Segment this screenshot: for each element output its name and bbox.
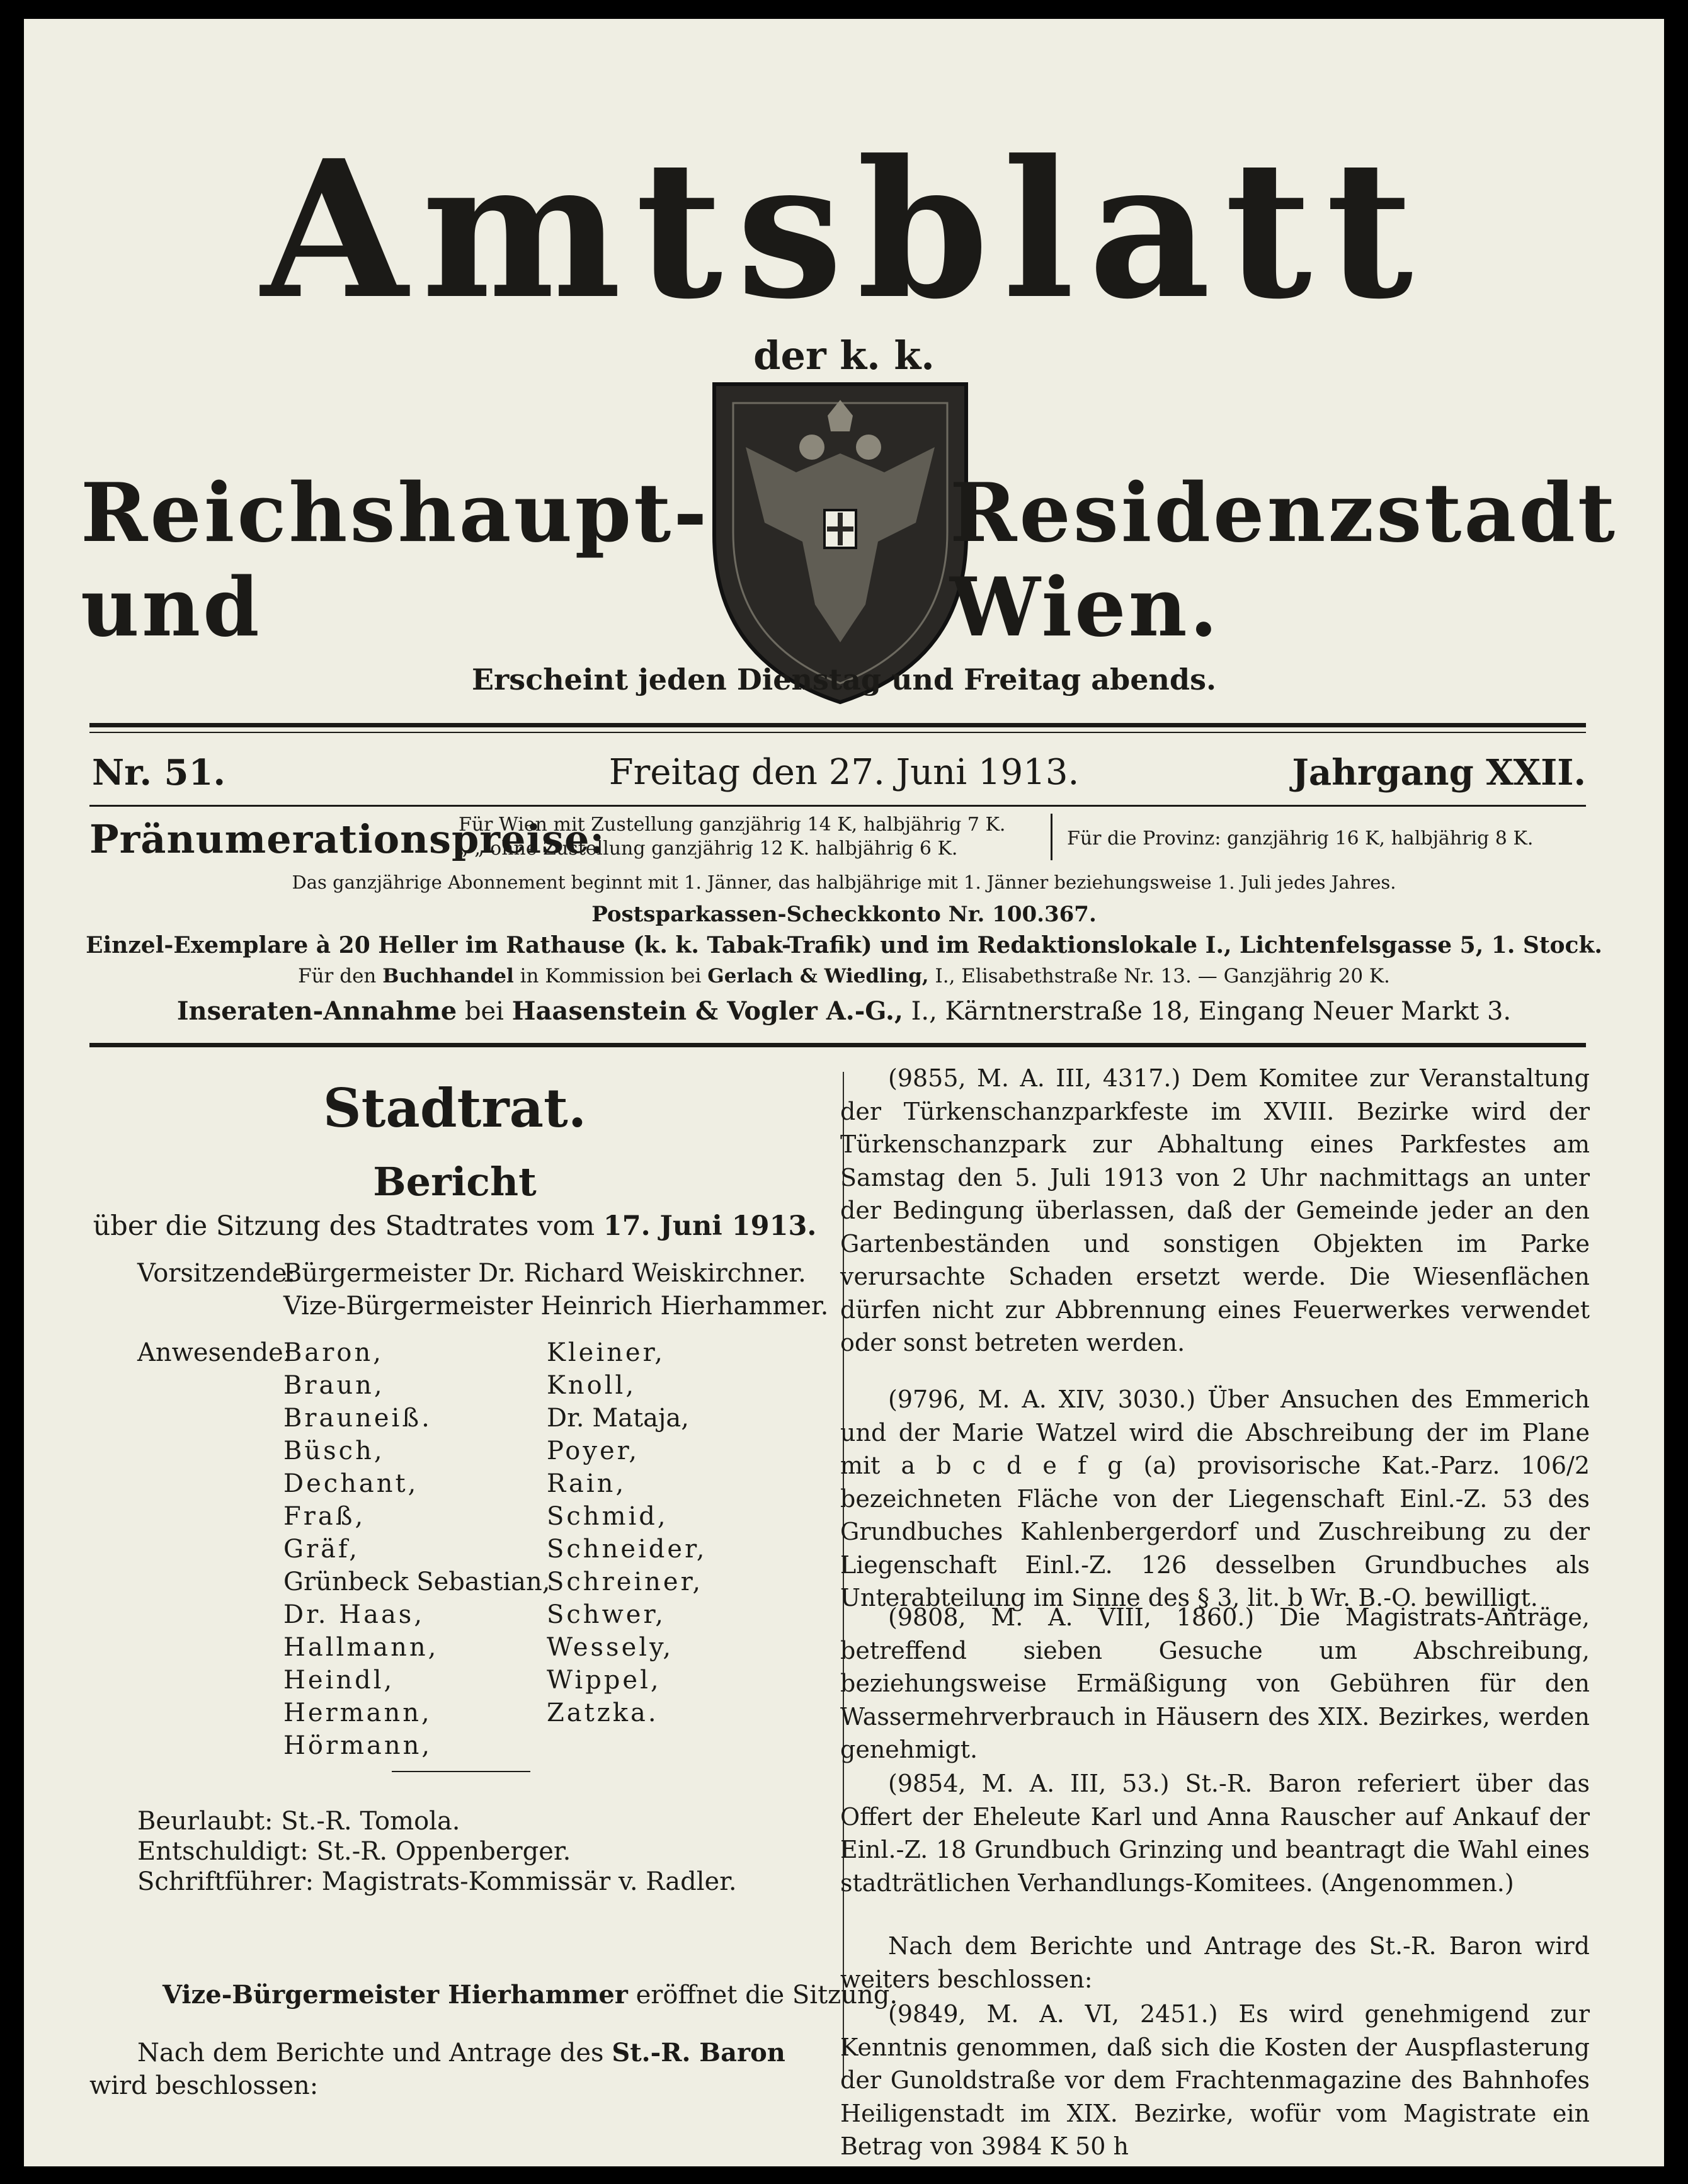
resolution-intro-left xyxy=(89,2037,839,2102)
attendee-name: Hermann, xyxy=(283,1698,432,1727)
masthead-rule-thick xyxy=(89,723,1586,727)
chair-label: Vorsitzende: xyxy=(137,1259,296,1288)
resolution-9808-text: (9808, M. A. VIII, 1860.) Die Magistrats-Anträge, betreffend sieben Gesuche um Abschreibung, beziehungsweise Ermäßigung von Gebühren für den Wassermehrverbrauch in Häusern des XIX. Bezirkes, werden genehmigt. xyxy=(840,1603,1590,1763)
attendees-column-b xyxy=(547,1336,707,1729)
buchhandel-text-b: Buchhandel xyxy=(382,965,514,987)
subscription-buchhandel xyxy=(24,965,1664,987)
subscription-scheckkonto: Postsparkassen-Scheckkonto Nr. 100.367. xyxy=(591,902,1097,927)
attendee-name: Heindl, xyxy=(283,1666,395,1695)
subscription-provinz: Für die Provinz: ganzjährig 16 K, halbjährig 8 K. xyxy=(1067,828,1534,850)
publication-schedule: Erscheint jeden Dienstag und Freitag abends. xyxy=(472,663,1216,697)
report-date: 17. Juni 1913. xyxy=(603,1210,817,1242)
attendee-name: Dechant, xyxy=(283,1469,419,1498)
masthead-der-kk: der k. k. xyxy=(753,333,935,378)
resolution-intro-right xyxy=(840,1930,1590,1996)
inserate-text-a: Inseraten-Annahme xyxy=(176,996,457,1026)
resolution-9849-text: (9849, M. A. VI, 2451.) Es wird genehmigend zur Kenntnis genommen, daß sich die Kosten der Auspflasterung der Gunoldstraße vor dem Frachtenmagazine des Bahnhofes Heiligenstadt im XIX. Bezirke, wofür vom Magistrate ein Betrag von 3984 K 50 h xyxy=(840,2000,1590,2160)
newspaper-page xyxy=(24,19,1664,2166)
masthead-city-right: Residenzstadt Wien. xyxy=(950,466,1617,655)
secretary-line: Schriftführer: Magistrats-Kommissär v. Radler. xyxy=(137,1867,737,1896)
attendee-name: Knoll, xyxy=(547,1371,637,1400)
subscription-einzel: Einzel-Exemplare à 20 Heller im Rathause (k. k. Tabak-Trafik) und im Redaktionslokale I., Lichtenfelsgasse 5, 1. Stock. xyxy=(86,932,1602,958)
opening-line-name: Vize-Bürgermeister Hierhammer xyxy=(163,1980,628,2010)
resolution-intro-text-a: Nach dem Berichte und Antrage des xyxy=(137,2039,604,2067)
resolution-9854 xyxy=(840,1767,1590,1899)
attendee-name: Grünbeck Sebastian, xyxy=(283,1567,550,1596)
opening-line-text: eröffnet die Sitzung. xyxy=(636,1981,898,2010)
resolution-9855 xyxy=(840,1062,1590,1360)
issue-number: Nr. 51. xyxy=(92,752,225,793)
attendees-column-a xyxy=(283,1336,550,1762)
attendee-name: Gräf, xyxy=(283,1535,360,1564)
masthead-city-left: Reichshaupt- und xyxy=(81,466,710,655)
attendee-name: Baron, xyxy=(283,1338,384,1367)
attendee-name: Schreiner, xyxy=(547,1567,704,1596)
inserate-text-d: I., Kärntnerstraße 18, Eingang Neuer Markt 3. xyxy=(911,997,1512,1026)
issue-line-rule xyxy=(89,805,1586,807)
subscription-abonnement: Das ganzjährige Abonnement beginnt mit 1. Jänner, das halbjährige mit 1. Jänner beziehungsweise 1. Juli jedes Jahres. xyxy=(292,872,1396,893)
resolution-intro-text-c: wird beschlossen: xyxy=(89,2071,319,2100)
subscription-wien-line1: Für Wien mit Zustellung ganzjährig 14 K, halbjährig 7 K. xyxy=(459,814,1006,836)
double-headed-eagle-coat-of-arms-icon xyxy=(708,378,972,705)
masthead-title: Amtsblatt xyxy=(261,118,1427,341)
subscription-inserate xyxy=(24,996,1664,1026)
attendees-label: Anwesende: xyxy=(137,1338,292,1367)
attendee-name: Hallmann, xyxy=(283,1633,439,1662)
resolution-9849 xyxy=(840,1998,1590,2163)
attendee-name: Braun, xyxy=(283,1371,385,1400)
issue-jahrgang: Jahrgang XXII. xyxy=(1292,752,1586,793)
resolution-9796 xyxy=(840,1383,1590,1615)
attendee-name: Brauneiß. xyxy=(283,1404,432,1433)
attendee-name: Schwer, xyxy=(547,1600,666,1629)
attendee-name: Rain, xyxy=(547,1469,627,1498)
resolution-intro-right-text: Nach dem Berichte und Antrage des St.-R. Baron wird weiters beschlossen: xyxy=(840,1932,1590,1993)
subscription-label: Pränumerationspreise: xyxy=(89,816,605,862)
short-divider xyxy=(392,1771,530,1772)
buchhandel-text-c: in Kommission bei xyxy=(520,965,702,987)
resolution-9796-text: (9796, M. A. XIV, 3030.) Über Ansuchen des Emmerich und der Marie Watzel wird die Abschreibung der im Plane mit a b c d e f g (a) provisorische Kat.-Parz. 106/2 bezeichneten Fläche von der Liegenschaft Einl.-Z. 53 des Grundbuches Kahlenbergerdorf und Zuschreibung zu der Liegenschaft Einl.-Z. 126 desselben Grundbuches als Unterabteilung im Sinne des § 3, lit. b Wr. B.-O. bewilligt. xyxy=(840,1385,1590,1612)
masthead-rule-thin xyxy=(89,732,1586,733)
chair-name-1: Bürgermeister Dr. Richard Weiskirchner. xyxy=(283,1259,806,1288)
attendee-name: Wippel, xyxy=(547,1666,661,1695)
subscription-separator xyxy=(1051,814,1052,860)
resolution-intro-name: St.-R. Baron xyxy=(612,2038,785,2067)
buchhandel-text-a: Für den xyxy=(298,965,377,987)
buchhandel-text-e: I., Elisabethstraße Nr. 13. — Ganzjährig 20 K. xyxy=(935,965,1390,987)
section-heading-stadtrat: Stadtrat. xyxy=(322,1077,587,1139)
attendee-name: Poyer, xyxy=(547,1436,640,1465)
attendee-name: Wessely, xyxy=(547,1633,674,1662)
inserate-text-b: bei xyxy=(464,997,504,1026)
buchhandel-text-d: Gerlach & Wiedling, xyxy=(707,965,929,987)
excused-line: Entschuldigt: St.-R. Oppenberger. xyxy=(137,1837,571,1866)
attendee-name: Schmid, xyxy=(547,1502,668,1531)
resolution-9854-text: (9854, M. A. III, 53.) St.-R. Baron referiert über das Offert der Eheleute Karl und Anna Rauscher auf Ankauf der Einl.-Z. 18 Grundbuch Grinzing und beantragt die Wahl eines stadträtlichen Verhandlungs-Komitees. (Angenommen.) xyxy=(840,1770,1590,1897)
attendee-name: Zatzka. xyxy=(547,1698,659,1727)
resolution-9855-text: (9855, M. A. III, 4317.) Dem Komitee zur Veranstaltung der Türkenschanzparkfeste im XVIII. Bezirke wird der Türkenschanzpark zur Abhaltung eines Parkfestes am Samstag den 5. Juli 1913 von 2 Uhr nachmittags an unter der Bedingung überlassen, daß der Gemeinde jeder an den Gartenbeständen und sonstigen Objekten im Parke verursachte Schaden ersetzt werde. Die Wiesenflächen dürfen nicht zur Abbrennung eines Feuerwerkes verwendet oder sonst betreten werden. xyxy=(840,1064,1590,1356)
attendee-name: Schneider, xyxy=(547,1535,707,1564)
attendee-name: Dr. Mataja, xyxy=(547,1404,689,1433)
report-heading: Bericht xyxy=(373,1159,537,1205)
report-subheading xyxy=(89,1210,820,1242)
report-subheading-text: über die Sitzung des Stadtrates vom xyxy=(93,1210,595,1242)
attendee-name: Hörmann, xyxy=(283,1731,433,1760)
attendee-name: Kleiner, xyxy=(547,1338,666,1367)
issue-date: Freitag den 27. Juni 1913. xyxy=(608,752,1080,793)
attendee-name: Dr. Haas, xyxy=(283,1600,425,1629)
attendee-name: Fraß, xyxy=(283,1502,366,1531)
inserate-text-c: Haasenstein & Vogler A.-G., xyxy=(511,996,903,1026)
resolution-9808 xyxy=(840,1601,1590,1766)
attendee-name: Büsch, xyxy=(283,1436,385,1465)
subscription-wien-line2: „ „ ohne Zustellung ganzjährig 12 K. halbjährig 6 K. xyxy=(459,838,958,860)
chair-name-2: Vize-Bürgermeister Heinrich Hierhammer. xyxy=(283,1292,829,1321)
on-leave-line: Beurlaubt: St.-R. Tomola. xyxy=(137,1807,460,1836)
header-bottom-rule xyxy=(89,1043,1586,1047)
opening-line xyxy=(163,1980,898,2010)
